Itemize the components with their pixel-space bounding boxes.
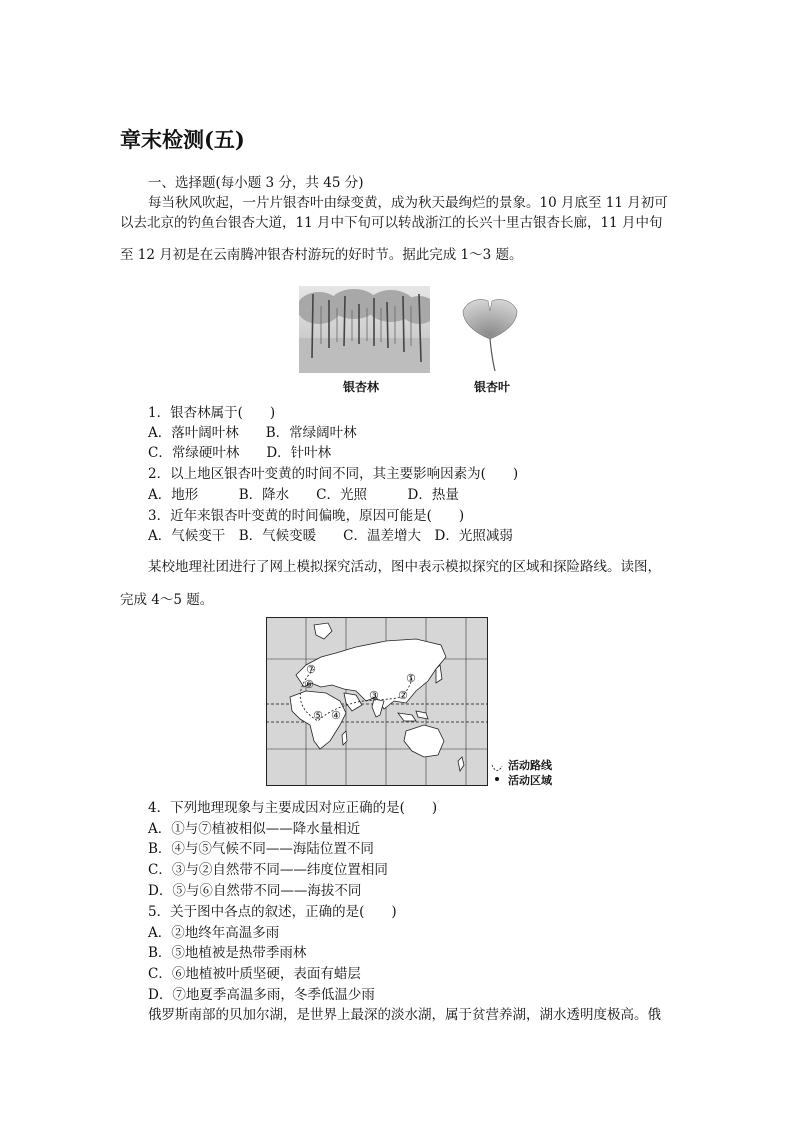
q1-stem: 1．银杏林属于( ) — [148, 405, 276, 421]
q5-option-c: C．⑥地植被叶质坚硬，表面有蜡层 — [148, 966, 361, 982]
ginkgo-forest-label: 银杏林 — [343, 380, 380, 394]
q5-option-a: A．②地终年高温多雨 — [148, 925, 280, 941]
ginkgo-forest-photo — [299, 286, 430, 373]
intro1-line1: 每当秋风吹起，一片片银杏叶由绿变黄，成为秋天最绚烂的景象。10 月底至 11 月初可 — [148, 195, 668, 211]
map-point-6: ⑥ — [304, 678, 314, 691]
q4-stem: 4．下列地理现象与主要成因对应正确的是( ) — [148, 800, 438, 816]
map-point-4: ④ — [331, 709, 341, 722]
map-point-2: ② — [398, 689, 408, 702]
map-point-3: ③ — [369, 689, 379, 702]
q5-stem: 5．关于图中各点的叙述，正确的是( ) — [148, 904, 397, 920]
route-legend-label: 活动路线 — [508, 759, 552, 772]
page-title: 章末检测(五) — [120, 127, 245, 152]
map-point-1: ① — [406, 672, 416, 685]
q5-option-b: B．⑤地植被是热带季雨林 — [148, 945, 307, 961]
ginkgo-leaf-label: 银杏叶 — [474, 380, 511, 394]
q4-option-a: A．①与⑦植被相似——降水量相近 — [148, 821, 361, 837]
area-legend-label: 活动区域 — [508, 774, 552, 787]
q3-stem: 3．近年来银杏叶变黄的时间偏晚，原因可能是( ) — [148, 508, 465, 524]
route-legend-icon — [491, 758, 503, 768]
area-legend-dot — [495, 777, 499, 781]
intro2-line1: 某校地理社团进行了网上模拟探究活动，图中表示模拟探究的区域和探险路线。读图， — [148, 559, 661, 575]
ginkgo-leaf-image — [455, 293, 525, 373]
q2-stem: 2．以上地区银杏叶变黄的时间不同，其主要影响因素为( ) — [148, 466, 519, 482]
intro1-line3: 至 12 月初是在云南腾冲银杏村游玩的好时节。据此完成 1～3 题。 — [120, 247, 523, 263]
q1-options-cd: C．常绿硬叶林 D．针叶林 — [148, 445, 332, 461]
map-point-5: ⑤ — [313, 709, 323, 722]
q1-options-ab: A．落叶阔叶林 B．常绿阔叶林 — [148, 425, 357, 441]
q5-option-d: D．⑦地夏季高温多雨，冬季低温少雨 — [148, 987, 375, 1003]
intro2-line2: 完成 4～5 题。 — [120, 592, 214, 608]
intro3-line1: 俄罗斯南部的贝加尔湖，是世界上最深的淡水湖，属于贫营养湖，湖水透明度极高。俄 — [148, 1007, 661, 1023]
section-heading: 一、选择题(每小题 3 分，共 45 分) — [148, 175, 364, 191]
q2-options: A．地形 B．降水 C．光照 D．热量 — [148, 487, 459, 503]
q4-option-b: B．④与⑤气候不同——海陆位置不同 — [148, 841, 374, 857]
q4-option-c: C．③与②自然带不同——纬度位置相同 — [148, 862, 388, 878]
q4-option-d: D．⑤与⑥自然带不同——海拔不同 — [148, 883, 362, 899]
world-map — [266, 617, 488, 786]
intro1-line2: 以去北京的钓鱼台银杏大道，11 月中下旬可以转战浙江的长兴十里古银杏长廊，11 月中旬 — [120, 215, 663, 231]
map-point-7: ⑦ — [306, 663, 316, 676]
q3-options: A．气候变干 B．气候变暖 C．温差增大 D．光照减弱 — [148, 528, 513, 544]
